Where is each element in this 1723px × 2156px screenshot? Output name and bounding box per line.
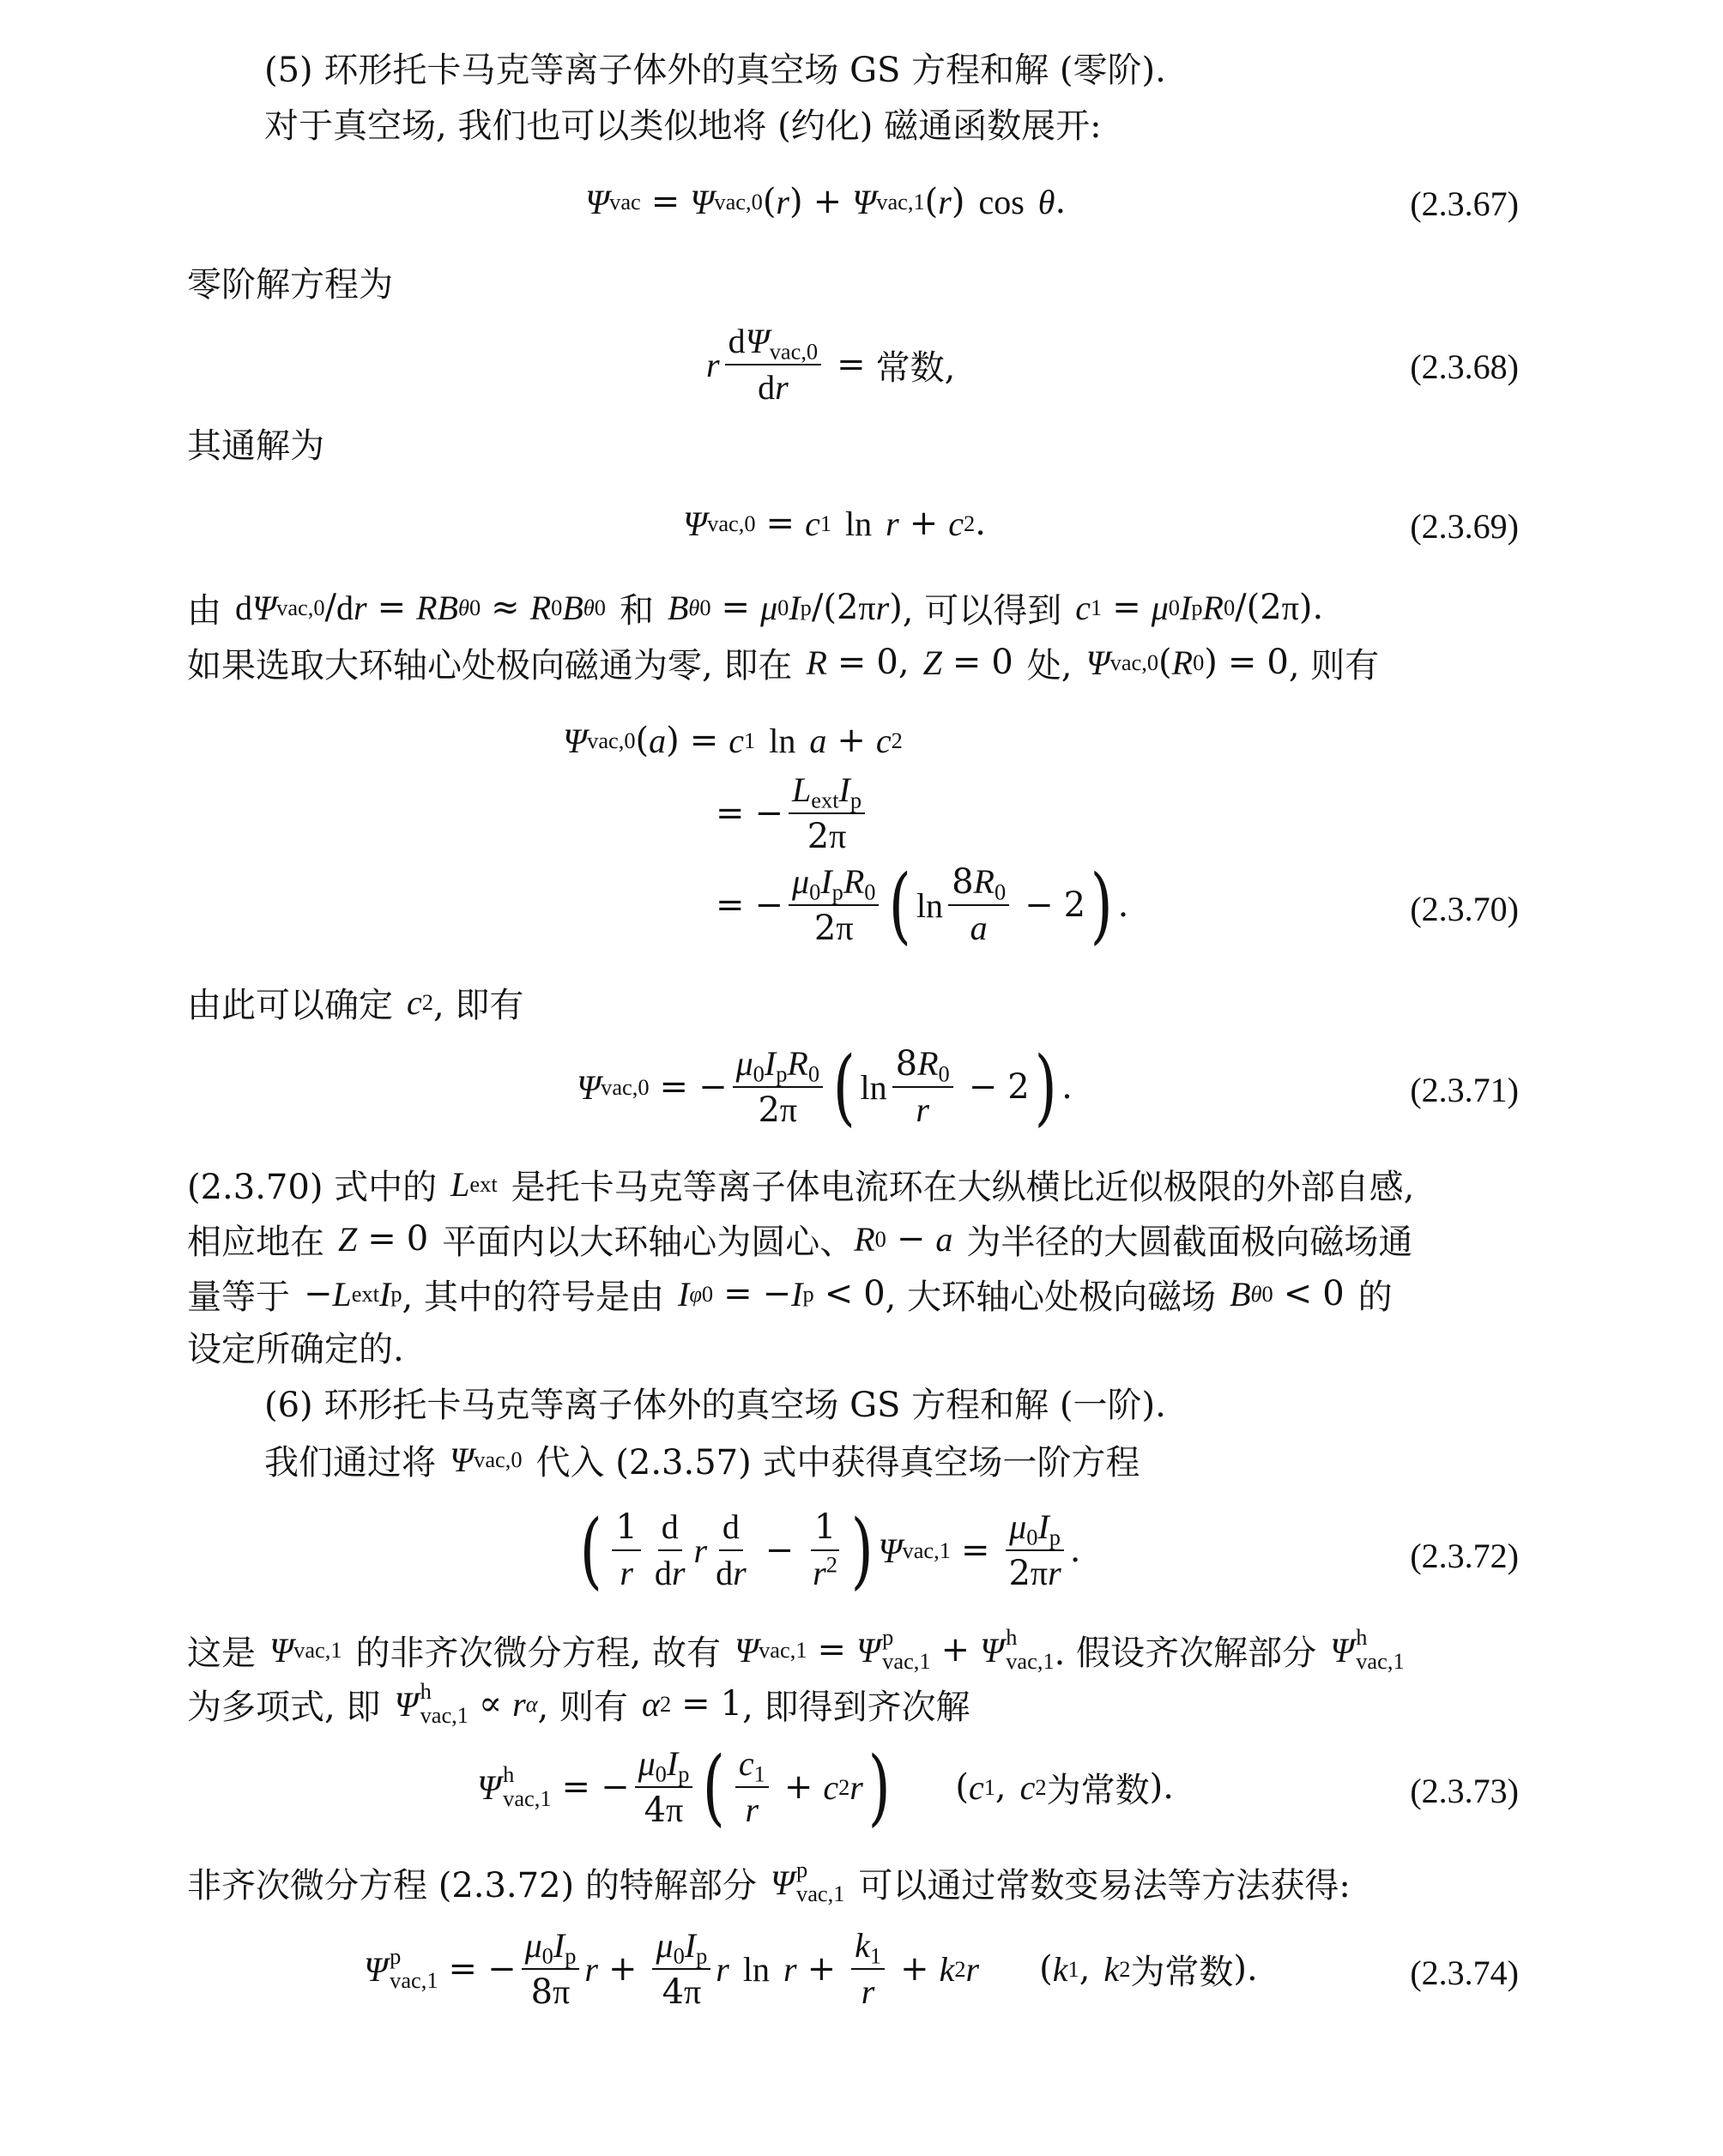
equation-2-3-71: Ψ vac,0 = − $\frac{\mu_0I_pR_0}{2\pi}$ ( ln $\frac{8R_0}{r}$ − 2 ) .: [577, 1039, 1073, 1135]
paragraph-lext-line4: 设定所确定的.: [187, 1330, 404, 1369]
equation-number-67: (2.3.67): [1410, 184, 1519, 223]
equation-2-3-70-row3: = − $\frac{\mu_0I_pR_0}{2\pi}$ ( ln $\frac{8R_0}{a}$ − 2 ) .: [716, 857, 1129, 953]
equation-number-72: (2.3.72): [1410, 1537, 1519, 1575]
section-5-heading: (5) 环形托卡马克等离子体外的真空场 GS 方程和解 (零阶).: [264, 51, 1166, 90]
equation-number-71: (2.3.71): [1410, 1071, 1519, 1109]
paragraph-zero-order: 零阶解方程为: [187, 265, 393, 305]
paragraph-general-solution: 其通解为: [187, 426, 324, 466]
equation-2-3-70-row1: Ψ vac,0 ( a ) = c 1 ln a + c 2: [563, 721, 903, 760]
paragraph-determine-c2: 由此可以确定 c 2 , 即有: [187, 982, 524, 1025]
equation-number-68: (2.3.68): [1410, 347, 1519, 386]
equation-number-73: (2.3.73): [1410, 1772, 1519, 1810]
equation-2-3-68: r $\frac{d\Psi_{vac,0}}{dr}$ = 常数,: [706, 322, 956, 407]
equation-number-69: (2.3.69): [1410, 507, 1519, 546]
paragraph-polynomial: 为多项式, 即 Ψ h vac,1 ∝ r α , 则有 α 2 = 1 , 即得到齐次解: [187, 1678, 970, 1728]
paragraph-derivation-c1: 由 d Ψ vac,0 / d r = RB θ0 ≈ R 0 B θ0 和 B θ0 = μ 0 I p /(2 π r ) , 可以得到 c 1 = μ 0 I p R 0 /(2 π ).: [187, 588, 1324, 631]
paragraph-lext-line2: 相应地在 Z = 0 平面内以大环轴心为圆心、 R 0 − a 为半径的大圆截面极向磁场通: [187, 1219, 1413, 1262]
paragraph-vacuum-expansion: 对于真空场, 我们也可以类似地将 (约化) 磁通函数展开:: [264, 106, 1102, 146]
section-6-heading: (6) 环形托卡马克等离子体外的真空场 GS 方程和解 (一阶).: [264, 1386, 1166, 1425]
equation-2-3-74: Ψ p vac,1 = − $\frac{\mu_0I_p}{8\pi}$ r + $\frac{\mu_0I_p}{4\pi}$ r ln r + $\frac{k_1}{r}$ + k 2 r ( k 1 , k 2 为常数 ).: [364, 1926, 1258, 2012]
paragraph-lext-line1: (2.3.70) 式中的 L ext 是托卡马克等离子体电流环在大纵横比近似极限的外部自感,: [187, 1164, 1415, 1207]
paragraph-substitute: 我们通过将 Ψ vac,0 代入 (2.3.57) 式中获得真空场一阶方程: [264, 1440, 1140, 1483]
equation-number-70: (2.3.70): [1410, 890, 1519, 928]
equation-2-3-70-row2: = − $\frac{L_{ext}I_p}{2\pi}$: [705, 768, 870, 859]
equation-2-3-73: Ψ h vac,1 = − $\frac{\mu_0I_p}{4\pi}$ ( $\frac{c_1}{r}$ + c 2 r ) ( c 1 , c 2 为常数 ).: [477, 1739, 1174, 1835]
equation-2-3-72: ( $\frac{1}{r}$ $\frac{d}{dr}$ r $\frac{d}{dr}$ − $\frac{1}{r^2}$ ) Ψ vac,1 = $\frac{\mu_0I_p}{2\pi r}$ .: [579, 1502, 1081, 1598]
equation-number-74: (2.3.74): [1410, 1954, 1519, 1992]
equation-2-3-69: Ψ vac,0 = c 1 ln r + c 2 .: [683, 504, 986, 543]
paragraph-choose-flux-zero: 如果选取大环轴心处极向磁通为零, 即在 R = 0, Z = 0 处, Ψ vac,0 ( R 0 ) = 0 , 则有: [187, 643, 1380, 685]
equation-2-3-67: Ψ vac = Ψ vac,0 ( r ) + Ψ vac,1 ( r ) cos θ .: [585, 182, 1067, 221]
paragraph-particular-solution: 非齐次微分方程 (2.3.72) 的特解部分 Ψ p vac,1 可以通过常数变易法等方法获得:: [187, 1857, 1351, 1906]
paragraph-nonhomogeneous: 这是 Ψ vac,1 的非齐次微分方程, 故有 Ψ vac,1 = Ψ p vac,1 + Ψ h vac,1 . 假设齐次解部分 Ψ h vac,1: [187, 1624, 1405, 1674]
paragraph-lext-line3: 量等于 − L ext I p , 其中的符号是由 I φ0 = − I p < 0 , 大环轴心处极向磁场 B θ0 < 0 的: [187, 1274, 1393, 1317]
